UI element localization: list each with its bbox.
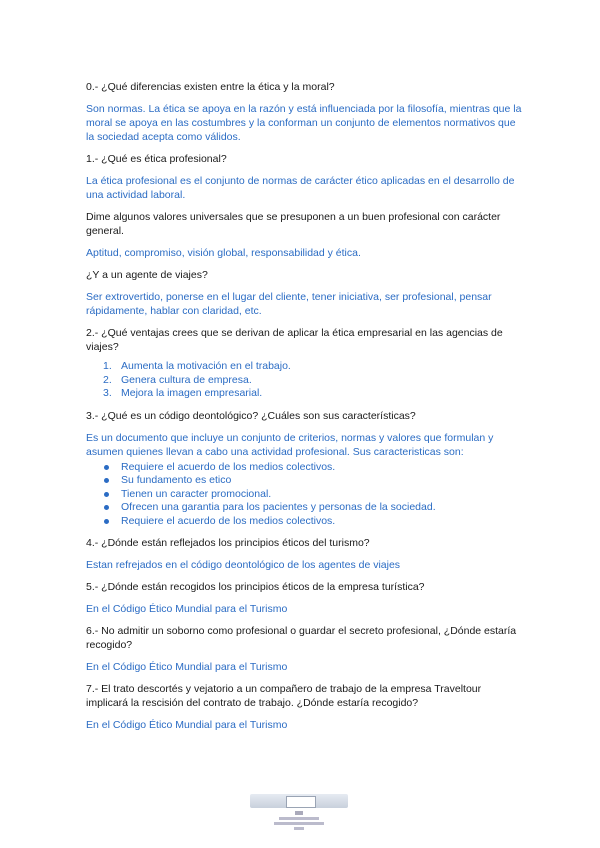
list-item: Requiere el acuerdo de los medios colectivos.	[86, 461, 526, 475]
answer-6: En el Código Ético Mundial para el Turismo	[86, 661, 288, 673]
logo-emblem	[286, 796, 316, 808]
question-3: 3.- ¿Qué es un código deontológico? ¿Cuáles son sus características?	[86, 409, 416, 422]
bullet-icon	[104, 492, 109, 497]
list-item: Su fundamento es etico	[86, 474, 526, 488]
list-item: Requiere el acuerdo de los medios colectivos.	[86, 515, 526, 529]
answer-agent: Ser extrovertido, ponerse en el lugar del cliente, tener iniciativa, ser profesional, pensar rápidamente, hablar con claridad, etc.	[86, 291, 492, 317]
answer-0: Son normas. La ética se apoya en la razón y está influenciada por la filosofía, mientras que la moral se apoya en las costumbres y la conforman un conjunto de elementos normativos que la sociedad acepta como válidos.	[86, 103, 522, 143]
advantages-list	[86, 360, 526, 401]
question-agent: ¿Y a un agente de viajes?	[86, 269, 208, 281]
question-5: 5.- ¿Dónde están recogidos los principios éticos de la empresa turística?	[86, 581, 425, 593]
answer-1: La ética profesional es el conjunto de normas de carácter ético aplicadas en el desarrollo de una actividad laboral.	[86, 175, 515, 201]
list-item: 3. Mejora la imagen empresarial.	[103, 387, 263, 399]
answer-7: En el Código Ético Mundial para el Turismo	[86, 719, 288, 731]
document-body	[86, 80, 526, 740]
question-values: Dime algunos valores universales que se presuponen a un buen profesional con carácter general.	[86, 211, 501, 237]
question-2: 2.- ¿Qué ventajas crees que se derivan de aplicar la ética empresarial en las agencias de viajes?	[86, 327, 503, 353]
list-item: Tienen un caracter promocional.	[86, 488, 526, 502]
question-0: 0.- ¿Qué diferencias existen entre la ética y la moral?	[86, 81, 335, 93]
question-7: 7.- El trato descortés y vejatorio a un compañero de trabajo de la empresa Traveltour implicará la rescisión del contrato de trabajo. ¿Dónde estaría recogido?	[86, 683, 482, 709]
logo-fine-print	[250, 810, 348, 832]
answer-3: Es un documento que incluye un conjunto de criterios, normas y valores que formulan y asumen quienes llevan a cabo una actividad profesional. Sus caracteristicas son:	[86, 431, 494, 458]
answer-5: En el Código Ético Mundial para el Turismo	[86, 603, 288, 615]
answer-values: Aptitud, compromiso, visión global, responsabilidad y ética.	[86, 247, 361, 259]
list-item: 1. Aumenta la motivación en el trabajo.	[103, 360, 291, 372]
characteristics-list	[86, 461, 526, 529]
question-6: 6.- No admitir un soborno como profesional o guardar el secreto profesional, ¿Dónde estaría recogido?	[86, 625, 517, 651]
bullet-icon	[104, 519, 109, 524]
list-item: 2. Genera cultura de empresa.	[103, 373, 252, 386]
question-1: 1.- ¿Qué es ética profesional?	[86, 153, 227, 165]
bullet-icon	[104, 478, 109, 483]
question-4: 4.- ¿Dónde están reflejados los principios éticos del turismo?	[86, 537, 370, 549]
bullet-icon	[104, 505, 109, 510]
footer-logo	[250, 794, 348, 846]
list-item: Ofrecen una garantia para los pacientes y personas de la sociedad.	[86, 501, 526, 515]
bullet-icon	[104, 465, 109, 470]
answer-4: Estan refrejados en el código deontológico de los agentes de viajes	[86, 559, 401, 571]
